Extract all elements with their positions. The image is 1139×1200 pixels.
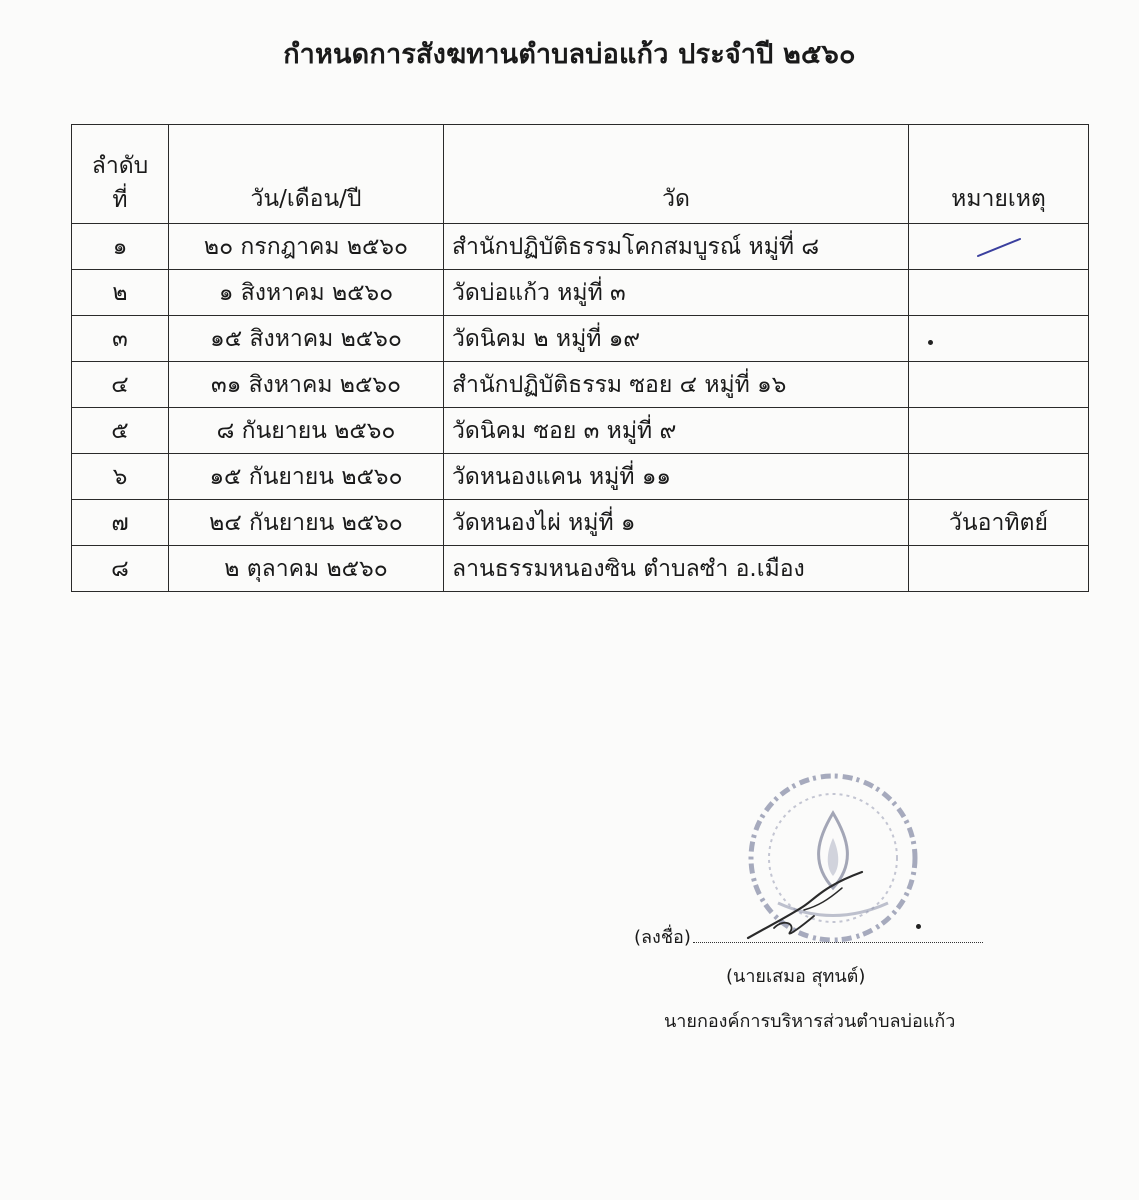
signature-line xyxy=(634,922,983,951)
row-note xyxy=(909,270,1089,316)
table-row xyxy=(72,316,1089,362)
row-note: วันอาทิตย์ xyxy=(909,500,1089,546)
checkmark-icon xyxy=(976,236,1022,258)
table-row xyxy=(72,224,1089,270)
header-date: วัน/เดือน/ปี xyxy=(169,125,444,224)
stray-dot xyxy=(928,340,933,345)
row-date: ๒๔ กันยายน ๒๕๖๐ xyxy=(169,500,444,546)
signer-name: (นายเสมอ สุทนต์) xyxy=(726,966,866,987)
row-date: ๓๑ สิงหาคม ๒๕๖๐ xyxy=(169,362,444,408)
table-row xyxy=(72,270,1089,316)
row-seq: ๑ xyxy=(72,224,169,270)
signature-dotted-line xyxy=(693,924,983,943)
row-seq: ๘ xyxy=(72,546,169,592)
schedule-table xyxy=(71,124,1089,592)
row-note xyxy=(909,408,1089,454)
header-temple: วัด xyxy=(444,125,909,224)
sign-label: (ลงชื่อ) xyxy=(634,927,691,948)
row-note xyxy=(909,454,1089,500)
row-seq: ๒ xyxy=(72,270,169,316)
table-row xyxy=(72,546,1089,592)
row-note xyxy=(909,362,1089,408)
row-temple: วัดนิคม ซอย ๓ หมู่ที่ ๙ xyxy=(444,408,909,454)
header-seq-line2: ที่ xyxy=(112,187,128,213)
table-row xyxy=(72,500,1089,546)
document-title: กำหนดการสังฆทานตำบลบ่อแก้ว ประจำปี ๒๕๖๐ xyxy=(283,39,856,70)
row-date: ๑๕ สิงหาคม ๒๕๖๐ xyxy=(169,316,444,362)
row-temple: วัดหนองแคน หมู่ที่ ๑๑ xyxy=(444,454,909,500)
row-seq: ๓ xyxy=(72,316,169,362)
row-temple: วัดนิคม ๒ หมู่ที่ ๑๙ xyxy=(444,316,909,362)
row-date: ๒ ตุลาคม ๒๕๖๐ xyxy=(169,546,444,592)
row-date: ๘ กันยายน ๒๕๖๐ xyxy=(169,408,444,454)
table-header-row xyxy=(72,125,1089,224)
row-date: ๒๐ กรกฎาคม ๒๕๖๐ xyxy=(169,224,444,270)
signer-position: นายกองค์การบริหารส่วนตำบลบ่อแก้ว xyxy=(664,1011,956,1032)
row-seq: ๕ xyxy=(72,408,169,454)
row-note xyxy=(909,224,1089,270)
row-date: ๑๕ กันยายน ๒๕๖๐ xyxy=(169,454,444,500)
stray-dot xyxy=(916,924,921,929)
table-row xyxy=(72,362,1089,408)
row-seq: ๗ xyxy=(72,500,169,546)
row-temple: สำนักปฏิบัติธรรมโคกสมบูรณ์ หมู่ที่ ๘ xyxy=(444,224,909,270)
table-row xyxy=(72,408,1089,454)
row-seq: ๖ xyxy=(72,454,169,500)
row-date: ๑ สิงหาคม ๒๕๖๐ xyxy=(169,270,444,316)
table-row xyxy=(72,454,1089,500)
row-temple: ลานธรรมหนองซิน ตำบลซำ อ.เมือง xyxy=(444,546,909,592)
row-note xyxy=(909,546,1089,592)
header-note: หมายเหตุ xyxy=(909,125,1089,224)
row-temple: สำนักปฏิบัติธรรม ซอย ๔ หมู่ที่ ๑๖ xyxy=(444,362,909,408)
header-seq-line1: ลำดับ xyxy=(91,153,149,179)
row-seq: ๔ xyxy=(72,362,169,408)
header-seq xyxy=(72,125,169,224)
row-temple: วัดบ่อแก้ว หมู่ที่ ๓ xyxy=(444,270,909,316)
row-temple: วัดหนองไผ่ หมู่ที่ ๑ xyxy=(444,500,909,546)
row-note xyxy=(909,316,1089,362)
